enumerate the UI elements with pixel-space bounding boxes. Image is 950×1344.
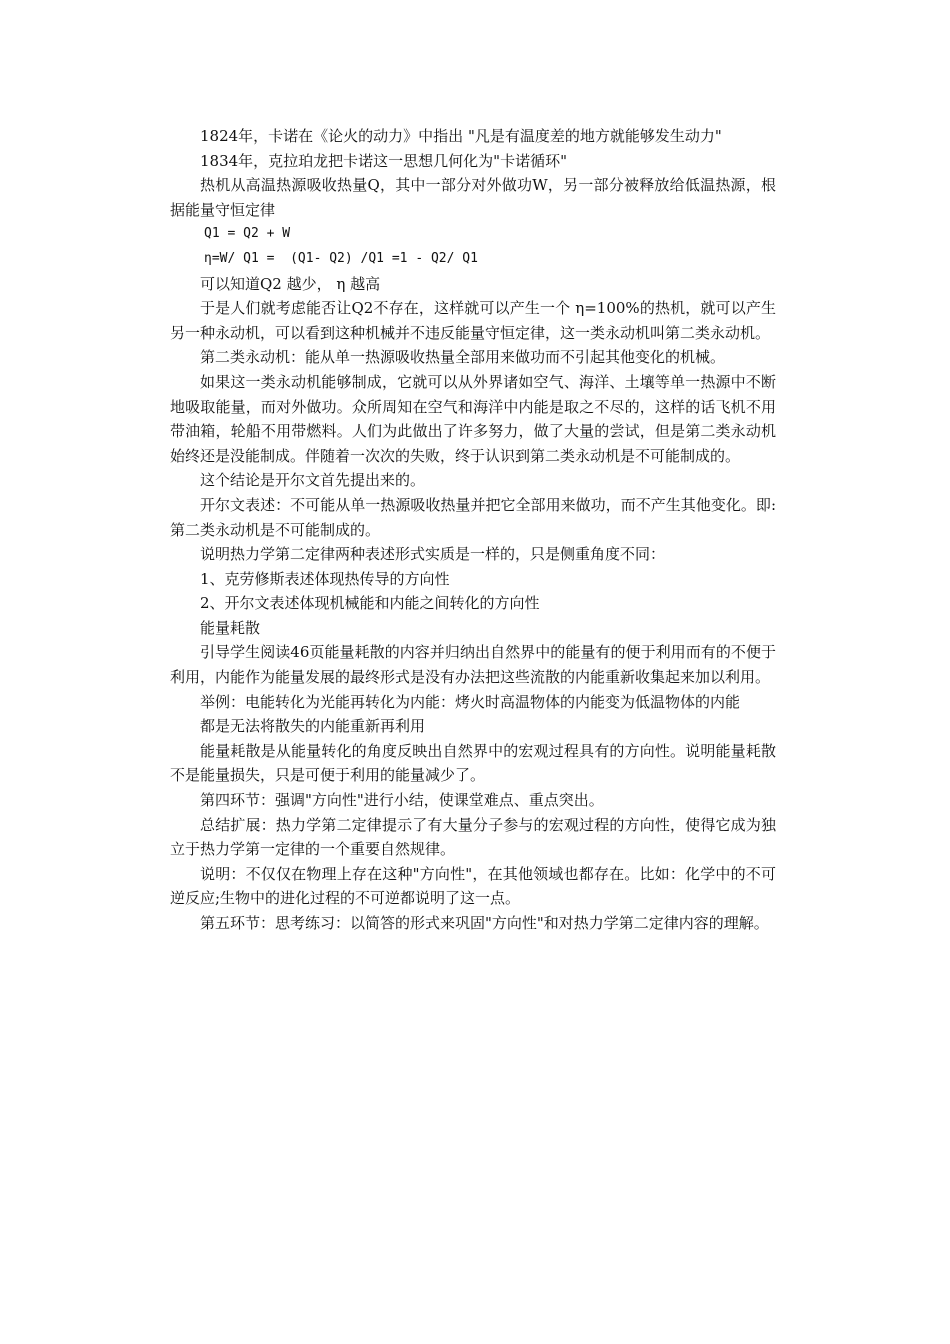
paragraph-other-fields: 说明：不仅仅在物理上存在这种"方向性"，在其他领域也都存在。比如：化学中的不可逆反应;生物中的进化过程的不可逆都说明了这一点。 xyxy=(170,864,776,908)
paragraph-dissipation-direction: 能量耗散是从能量转化的角度反映出自然界中的宏观过程具有的方向性。说明能量耗散不是能量损失，只是可便于利用的能量减少了。 xyxy=(170,741,776,785)
paragraph-kelvin-origin: 这个结论是开尔文首先提出来的。 xyxy=(200,471,426,490)
paragraph-step-five: 第五环节：思考练习：以简答的形式来巩固"方向性"和对热力学第二定律内容的理解。 xyxy=(200,914,769,932)
paragraph-second-kind-definition: 第二类永动机：能从单一热源吸收热量全部用来做功而不引起其他变化的机械。 xyxy=(200,348,726,367)
paragraph-two-statements: 说明热力学第二定律两种表述形式实质是一样的，只是侧重角度不同： xyxy=(200,545,666,564)
section-heading-energy-dissipation: 能量耗散 xyxy=(200,618,261,637)
paragraph-carnot-1824: 1824年，卡诺在《论火的动力》中指出 "凡是有温度差的地方就能够发生动力" xyxy=(200,127,722,145)
formula-efficiency: η=W/ Q1 = (Q1- Q2) /Q1 =1 - Q2/ Q1 xyxy=(204,250,478,266)
paragraph-clapeyron-1834: 1834年，克拉珀龙把卡诺这一思想几何化为"卡诺循环" xyxy=(200,151,567,170)
formula-energy-conservation: Q1 = Q2 + W xyxy=(204,226,291,242)
document-body xyxy=(170,124,776,936)
paragraph-efficiency-conclusion: 可以知道Q2 越少， η 越高 xyxy=(200,274,381,293)
list-item-clausius: 1、克劳修斯表述体现热传导的方向性 xyxy=(200,569,450,588)
paragraph-example: 举例：电能转化为光能再转化为内能：烤火时高温物体的内能变为低温物体的内能 xyxy=(200,692,741,711)
paragraph-second-kind-attempts: 如果这一类永动机能够制成，它就可以从外界诸如空气、海洋、土壤等单一热源中不断地吸取能量，而对外做功。众所周知在空气和海洋中内能是取之不尽的，这样的话飞机不用带油箱，轮船不用带燃料。人们为此做出了许多努力，做了大量的尝试，但是第二类永动机始终还是没能制成。伴随着一次次的失败，终于认识到第二类永动机是不可能制成的。 xyxy=(170,372,776,465)
paragraph-step-four: 第四环节：强调"方向性"进行小结，使课堂难点、重点突出。 xyxy=(200,791,604,810)
paragraph-reading-guide: 引导学生阅读46页能量耗散的内容并归纳出自然界中的能量有的便于利用而有的不便于利用，内能作为能量发展的最终形式是没有办法把这些流散的内能重新收集起来加以利用。 xyxy=(170,643,776,687)
paragraph-summary-extension: 总结扩展：热力学第二定律提示了有大量分子参与的宏观过程的方向性，使得它成为独立于热力学第一定律的一个重要自然规律。 xyxy=(170,815,776,859)
paragraph-kelvin-statement: 开尔文表述：不可能从单一热源吸收热量并把它全部用来做功，而不产生其他变化。即:第二类永动机是不可能制成的。 xyxy=(170,495,776,539)
paragraph-no-reuse: 都是无法将散失的内能重新再利用 xyxy=(200,717,426,736)
list-item-kelvin: 2、开尔文表述体现机械能和内能之间转化的方向性 xyxy=(200,594,540,613)
paragraph-heat-engine: 热机从高温热源吸收热量Q，其中一部分对外做功W，另一部分被释放给低温热源，根据能量守恒定律 xyxy=(170,176,776,219)
paragraph-second-kind-intro: 于是人们就考虑能否让Q2不存在，这样就可以产生一个 η=100%的热机，就可以产生另一种永动机，可以看到这种机械并不违反能量守恒定律，这一类永动机叫第二类永动机。 xyxy=(170,299,776,342)
